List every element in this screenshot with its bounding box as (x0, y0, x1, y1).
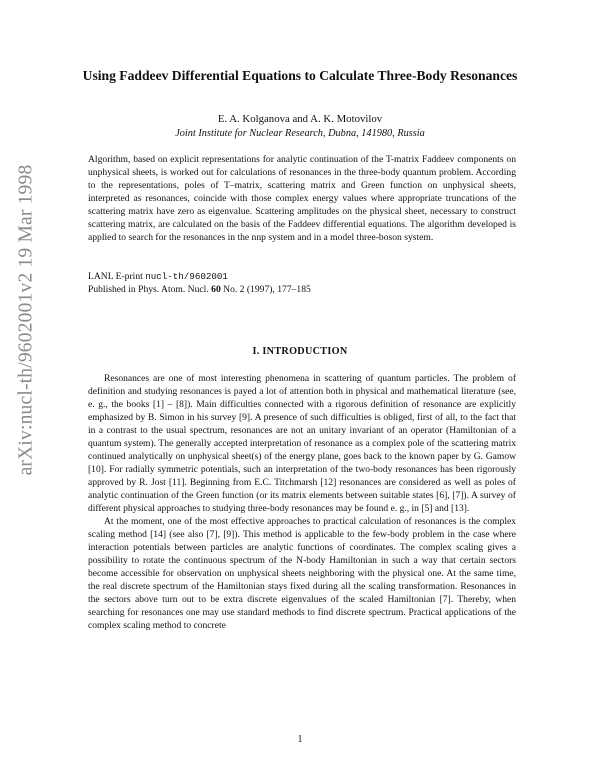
paragraph: At the moment, one of the most effective approaches to practical calculation of resonances is the complex scaling method [14] (see also [7], [9]). This method is applicable to the few-body problem in the case where interaction potentials between particles are analytic functions of coordinates. The complex scaling gives a possibility to rotate the continuous spectrum of the N-body Hamiltonian in such a way that certain sectors become accessible for observation on unphysical sheets neighboring with the physical one. At the same time, the real discrete spectrum of the Hamiltonian stays fixed during all the scaling transformation. Resonances in the sectors above turn out to be extra discrete eigenvalues of the scaled Hamiltonian [7]. Thereby, when searching for resonances one may use standard methods to find discrete spectrum. Practical applications of the complex scaling method to concrete (88, 516, 516, 631)
eprint-id: nucl-th/9602001 (145, 271, 228, 282)
page-number: 1 (297, 734, 303, 745)
introduction-body (88, 372, 516, 632)
arxiv-stamp-text: arXiv:nucl-th/9602001v2 19 Mar 1998 (15, 164, 36, 476)
paper-authors: E. A. Kolganova and A. K. Motovilov (217, 113, 383, 125)
paragraph: Resonances are one of most interesting phenomena in scattering of quantum particles. The problem of definition and studying resonances is payed a lot of attention both in physical and mathematical literature (see, e. g., the books [1] – [8]). Main difficulties connected with a rigorous definition of resonance are explicitly emphasized by B. Simon in his survey [9]. A presence of such difficulties is obliged, first of all, to the fact that in a contrast to the usual spectrum, resonances are not an unitary invariant of an operator (Hamiltonian of a quantum system). The generally accepted interpretation of resonance as a complex pole of the scattering matrix continued analytically on unphysical sheet(s) of the energy plane, goes back to the known paper by G. Gamow [10]. For radially symmetric potentials, such an interpretation of the two-body resonances has been rigorously approved by R. Jost [11]. Beginning from E.C. Titchmarsh [12] resonances are considered as well as poles of analytic continuation of the Green function (or its matrix elements between suitable states [6], [7]). A survey of different physical approaches to studying three-body resonances may be found e. g., in [5] and [13]. (88, 373, 516, 514)
published-volume: 60 (211, 284, 221, 295)
eprint-label: LANL E-print (88, 271, 143, 282)
published-suffix: No. 2 (1997), 177–185 (223, 284, 311, 295)
section-heading: I. INTRODUCTION (252, 346, 348, 357)
publication-line (88, 283, 516, 296)
eprint-line (88, 270, 516, 283)
abstract (88, 153, 516, 244)
arxiv-identifier-stamp (4, 80, 48, 560)
abstract-text: Algorithm, based on explicit representations for analytic continuation of the T-matrix Faddeev components on unphysical sheets, is worked out for calculations of resonances in the three-body quantum problem. According to the representations, poles of T–matrix, scattering matrix and Green function on unphysical sheets, interpreted as resonances, coincide with those complex energy values where appropriate truncations of the scattering matrix have zero as eigenvalue. Scattering amplitudes on the physical sheet, necessary to construct scattering matrix, are calculated on the basis of the Faddeev differential equations. The algorithm developed is applied to search for the resonances in the nnp system and in a model three-boson system. (88, 154, 516, 243)
author-affiliation: Joint Institute for Nuclear Research, Dubna, 141980, Russia (175, 128, 425, 139)
published-prefix: Published in Phys. Atom. Nucl. (88, 284, 209, 295)
paper-title: Using Faddeev Differential Equations to Calculate Three-Body Resonances (82, 68, 518, 83)
